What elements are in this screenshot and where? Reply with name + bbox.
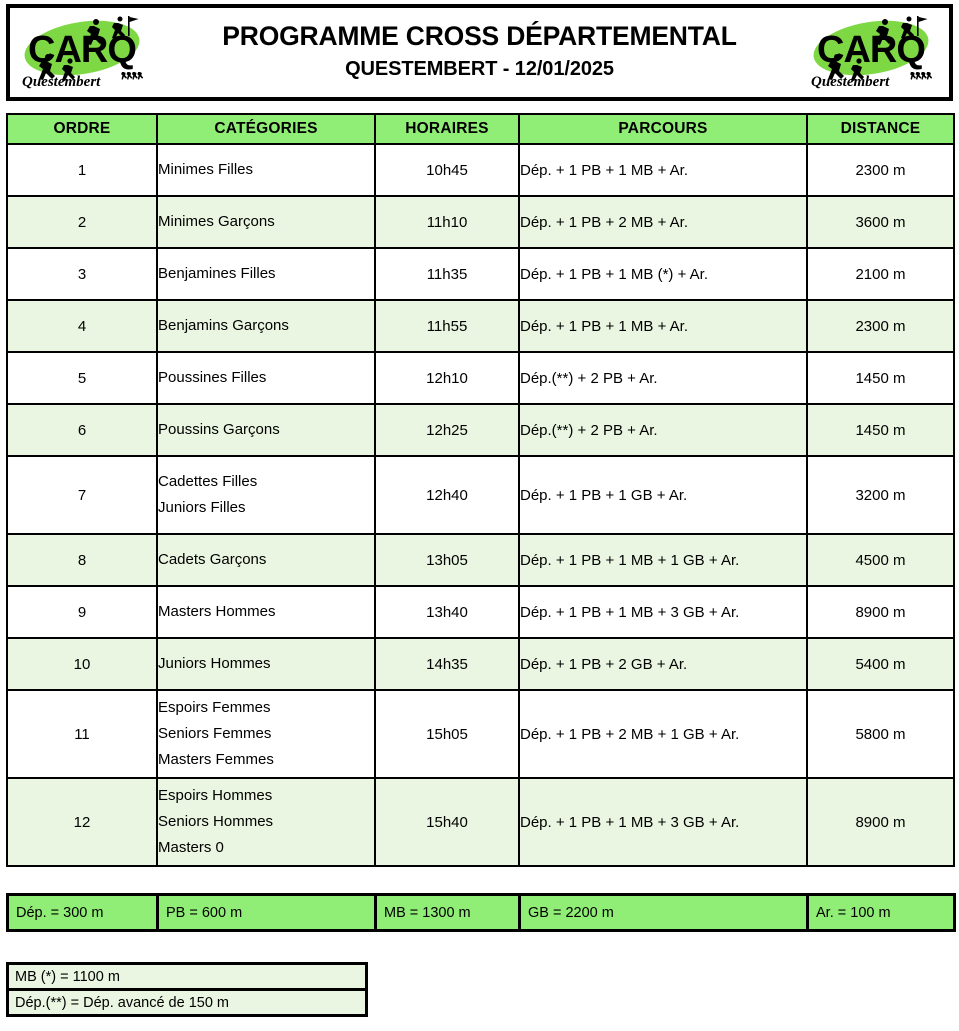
- cell-parcours: Dép. + 1 PB + 1 MB + Ar.: [519, 144, 807, 196]
- programme-cross-page: [0, 4, 959, 1031]
- legend-row: [8, 895, 955, 931]
- legend-item-ar: Ar. = 100 m: [808, 895, 955, 931]
- footnotes-wrap: [6, 962, 953, 1017]
- cell-distance: 2300 m: [807, 144, 954, 196]
- cell-distance: 2100 m: [807, 248, 954, 300]
- cell-parcours: Dép. + 1 PB + 1 GB + Ar.: [519, 456, 807, 534]
- category-line: Masters Hommes: [158, 603, 276, 621]
- carq-logo-right-wordmark: CARQ: [817, 28, 925, 71]
- table-header-row: [7, 114, 954, 144]
- cell-categories: [157, 778, 375, 866]
- cell-distance: 8900 m: [807, 586, 954, 638]
- table-row: [7, 248, 954, 300]
- table-row: [7, 586, 954, 638]
- table-row: [7, 300, 954, 352]
- footnote-dep: Dép.(**) = Dép. avancé de 150 m: [8, 990, 367, 1016]
- category-line: Poussins Garçons: [158, 421, 280, 439]
- carq-logo-left: [10, 10, 160, 96]
- cell-categories: [157, 690, 375, 778]
- cell-parcours: Dép. + 1 PB + 2 MB + Ar.: [519, 196, 807, 248]
- cell-categories: [157, 248, 375, 300]
- table-row: [7, 352, 954, 404]
- legend-wrap: [6, 893, 953, 932]
- category-line: Masters Femmes: [158, 750, 274, 768]
- cell-horaire: 12h10: [375, 352, 519, 404]
- column-header-distance: DISTANCE: [807, 114, 954, 144]
- cell-horaire: 10h45: [375, 144, 519, 196]
- cell-parcours: Dép. + 1 PB + 1 MB + Ar.: [519, 300, 807, 352]
- category-line: Benjamins Garçons: [158, 317, 289, 335]
- cell-parcours: Dép. + 1 PB + 1 MB + 1 GB + Ar.: [519, 534, 807, 586]
- cell-horaire: 14h35: [375, 638, 519, 690]
- table-row: [7, 778, 954, 866]
- cell-ordre: 3: [7, 248, 157, 300]
- cell-distance: 3200 m: [807, 456, 954, 534]
- cell-distance: 4500 m: [807, 534, 954, 586]
- cell-horaire: 15h40: [375, 778, 519, 866]
- cell-categories: [157, 352, 375, 404]
- cell-parcours: Dép. + 1 PB + 2 GB + Ar.: [519, 638, 807, 690]
- category-line: Cadettes Filles: [158, 473, 258, 491]
- cell-distance: 3600 m: [807, 196, 954, 248]
- cell-horaire: 11h35: [375, 248, 519, 300]
- category-line: Benjamines Filles: [158, 265, 276, 283]
- cell-horaire: 15h05: [375, 690, 519, 778]
- cell-ordre: 1: [7, 144, 157, 196]
- footnotes-table: [6, 962, 368, 1017]
- cell-ordre: 12: [7, 778, 157, 866]
- cell-ordre: 10: [7, 638, 157, 690]
- carq-logo-left-graphic: [10, 10, 160, 96]
- cell-parcours: Dép. + 1 PB + 2 MB + 1 GB + Ar.: [519, 690, 807, 778]
- document-header: [6, 4, 953, 101]
- schedule-table-head: [7, 114, 954, 144]
- table-row: [7, 456, 954, 534]
- category-line: Juniors Hommes: [158, 655, 271, 673]
- cell-parcours: Dép.(**) + 2 PB + Ar.: [519, 352, 807, 404]
- cell-ordre: 5: [7, 352, 157, 404]
- cell-parcours: Dép. + 1 PB + 1 MB + 3 GB + Ar.: [519, 586, 807, 638]
- cell-categories: [157, 300, 375, 352]
- cell-ordre: 9: [7, 586, 157, 638]
- cell-categories: [157, 586, 375, 638]
- schedule-table-wrap: [6, 113, 953, 867]
- table-row: [7, 404, 954, 456]
- column-header-ordre: ORDRE: [7, 114, 157, 144]
- table-row: [7, 144, 954, 196]
- carq-logo-right-subtext: Questembert: [811, 73, 890, 90]
- cell-categories: [157, 196, 375, 248]
- cell-distance: 2300 m: [807, 300, 954, 352]
- footnote-mb: MB (*) = 1100 m: [8, 964, 367, 990]
- cell-horaire: 13h05: [375, 534, 519, 586]
- cell-distance: 5800 m: [807, 690, 954, 778]
- legend-item-pb: PB = 600 m: [158, 895, 376, 931]
- category-line: Poussines Filles: [158, 369, 267, 387]
- cell-horaire: 11h10: [375, 196, 519, 248]
- cell-distance: 8900 m: [807, 778, 954, 866]
- cell-categories: [157, 456, 375, 534]
- schedule-table-body: [7, 144, 954, 866]
- carq-logo-right-graphic: [799, 10, 949, 96]
- cell-horaire: 11h55: [375, 300, 519, 352]
- cell-horaire: 12h40: [375, 456, 519, 534]
- category-line: Juniors Filles: [158, 499, 246, 516]
- cell-ordre: 2: [7, 196, 157, 248]
- cell-ordre: 7: [7, 456, 157, 534]
- cell-horaire: 12h25: [375, 404, 519, 456]
- table-row: [7, 690, 954, 778]
- cell-parcours: Dép. + 1 PB + 1 MB + 3 GB + Ar.: [519, 778, 807, 866]
- table-row: [7, 534, 954, 586]
- page-subtitle: QUESTEMBERT - 12/01/2025: [345, 58, 614, 81]
- column-header-parcours: PARCOURS: [519, 114, 807, 144]
- cell-ordre: 11: [7, 690, 157, 778]
- page-title: PROGRAMME CROSS DÉPARTEMENTAL: [222, 20, 737, 51]
- legend-table: [6, 893, 956, 932]
- cell-categories: [157, 144, 375, 196]
- category-line: Cadets Garçons: [158, 551, 267, 569]
- cell-categories: [157, 534, 375, 586]
- cell-parcours: Dép. + 1 PB + 1 MB (*) + Ar.: [519, 248, 807, 300]
- carq-logo-right: [799, 10, 949, 96]
- cell-horaire: 13h40: [375, 586, 519, 638]
- cell-categories: [157, 638, 375, 690]
- category-line: Masters 0: [158, 838, 224, 856]
- category-line: Espoirs Hommes: [158, 787, 273, 805]
- title-area: [160, 20, 799, 85]
- carq-logo-left-wordmark: CARQ: [28, 28, 136, 71]
- cell-distance: 1450 m: [807, 404, 954, 456]
- category-line: Espoirs Femmes: [158, 699, 271, 717]
- legend-item-gb: GB = 2200 m: [520, 895, 808, 931]
- category-line: Minimes Filles: [158, 161, 254, 179]
- table-row: [7, 638, 954, 690]
- cell-distance: 5400 m: [807, 638, 954, 690]
- column-header-horaires: HORAIRES: [375, 114, 519, 144]
- cell-ordre: 6: [7, 404, 157, 456]
- legend-item-mb: MB = 1300 m: [376, 895, 520, 931]
- cell-categories: [157, 404, 375, 456]
- category-line: Seniors Femmes: [158, 725, 272, 743]
- table-row: [7, 196, 954, 248]
- footnote-row-mb: [8, 964, 367, 990]
- column-header-categories: CATÉGORIES: [157, 114, 375, 144]
- cell-parcours: Dép.(**) + 2 PB + Ar.: [519, 404, 807, 456]
- category-line: Seniors Hommes: [158, 813, 274, 831]
- cell-ordre: 4: [7, 300, 157, 352]
- schedule-table: [6, 113, 955, 867]
- cell-ordre: 8: [7, 534, 157, 586]
- carq-logo-left-subtext: Questembert: [22, 73, 101, 90]
- category-line: Minimes Garçons: [158, 213, 275, 231]
- legend-item-dep: Dép. = 300 m: [8, 895, 158, 931]
- cell-distance: 1450 m: [807, 352, 954, 404]
- footnote-row-dep: [8, 990, 367, 1016]
